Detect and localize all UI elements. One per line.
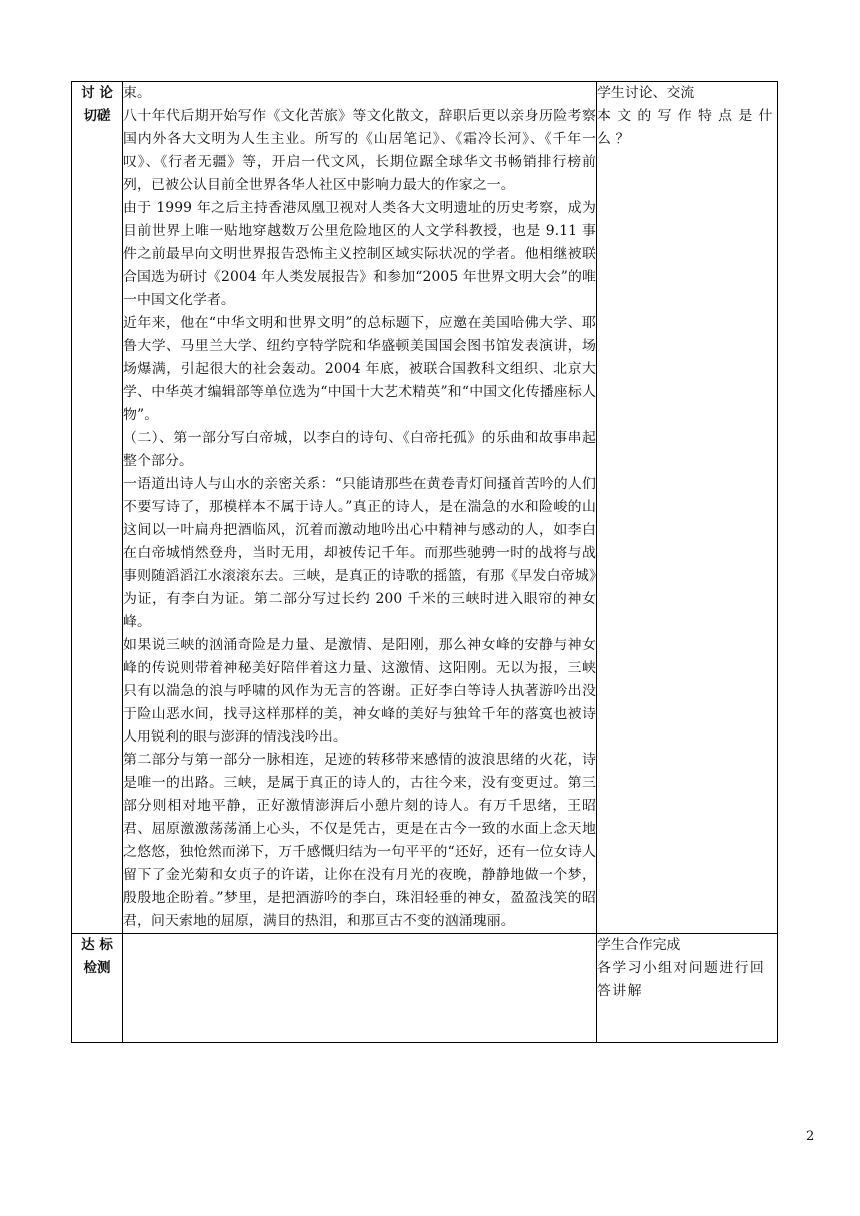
content-cell: [123, 82, 597, 934]
row-label-line: 切磋: [83, 108, 111, 124]
content-paragraph: 八十年代后期开始写作《文化苦旅》等文化散文，辞职后更以亲身历险考察国内外各大文明为人生主业。所写的《山居笔记》、《霜冷长河》、《千年一叹》、《行者无疆》等，开启一代文风，长期位踞全球华文书畅销排行榜前列，已被公认目前全世界各华人社区中影响力最大的作家之一。: [123, 108, 596, 193]
section-heading: （二）、第一部分写白帝城，以李白的诗句、《白帝托孤》的乐曲和故事串起整个部分。: [123, 430, 596, 469]
content-paragraph: 如果说三峡的汹涌奇险是力量、是激情、是阳刚，那么神女峰的安静与神女峰的传说则带着神秘美好陪伴着这力量、这激情、这阳刚。无以为报，三峡只有以湍急的浪与呼啸的风作为无言的答谢。正好李白等诗人执著游吟出没于险山恶水间，找寻这样那样的美，神女峰的美好与独耸千年的落寞也被诗人用锐利的眼与澎湃的情浅浅吟出。: [123, 637, 596, 745]
activity-line: 学生合作完成: [597, 937, 681, 953]
activity-question: 本文的写作特点是什么？: [597, 108, 777, 147]
content-paragraph: 近年来，他在“中华文明和世界文明”的总标题下，应邀在美国哈佛大学、耶鲁大学、马里兰大学、纽约亨特学院和华盛顿美国国会图书馆发表演讲，场场爆满，引起很大的社会轰动。2004 年底，被联合国教科文组织、北京大学、中华英才编辑部等单位选为“中国十大艺术精英”和“中国文化传播座标人物”。: [123, 315, 596, 423]
activity-line: 学生讨论、交流: [597, 85, 695, 101]
row-label-line: 达 标: [81, 937, 113, 953]
content-paragraph: 由于 1999 年之后主持香港凤凰卫视对人类各大文明遗址的历史考察，成为目前世界上唯一贴地穿越数万公里危险地区的人文学科教授，也是 9.11 事件之前最早向文明世界报告恐怖主义控制区域实际状况的学者。他相继被联合国选为研讨《2004 年人类发展报告》和参加“2005 年世界文明大会”的唯一中国文化学者。: [123, 200, 596, 308]
row-label-cell: [72, 934, 123, 1043]
content-paragraph: 第二部分与第一部分一脉相连，足迹的转移带来感情的波浪思绪的火花，诗是唯一的出路。三峡，是属于真正的诗人的，古往今来，没有变更过。第三部分则相对地平静，正好激情澎湃后小憩片刻的诗人。有万千思绪，王昭君、屈原激激荡荡涌上心头，不仅是凭古，更是在古今一致的水面上念天地之悠悠，独怆然而涕下，万千感慨归结为一句平平的“还好，还有一位女诗人留下了金光菊和女贞子的许诺，让你在没有月光的夜晚，静静地做一个梦，殷殷地企盼着。”梦里，是把酒游吟的李白，珠泪轻垂的神女，盈盈浅笑的昭君，问天索地的屈原，满目的热泪，和那亘古不变的汹涌瑰丽。: [123, 752, 596, 929]
row-label-line: 讨 论: [81, 85, 113, 101]
activity-cell: [597, 934, 778, 1043]
row-label-cell: [72, 82, 123, 934]
lesson-table: [71, 81, 778, 1043]
row-label-line: 检测: [83, 960, 111, 976]
page-number: 2: [806, 1129, 815, 1144]
content-paragraph: 一语道出诗人与山水的亲密关系：“只能请那些在黄卷青灯间搔首苦吟的人们不要写诗了，那模样本不属于诗人。”真正的诗人，是在湍急的水和险峻的山这间以一叶扁舟把酒临风，沉着而激动地吟出心中精神与感动的人，如李白在白帝城悄然登舟，当时无用，却被传记千年。而那些驰骋一时的战将与战事则随滔滔江水滚滚东去。三峡，是真正的诗歌的摇篮，有那《早发白帝城》为证，有李白为证。第二部分写过长约 200 千米的三峡时进入眼帘的神女峰。: [123, 476, 596, 630]
table-row-discussion: [72, 82, 778, 934]
content-cell-empty: [123, 934, 597, 1043]
table-row-assessment: [72, 934, 778, 1043]
activity-line: 各学习小组对问题进行回答讲解: [597, 960, 766, 999]
content-paragraph: 束。: [123, 85, 151, 101]
activity-cell: [597, 82, 778, 934]
